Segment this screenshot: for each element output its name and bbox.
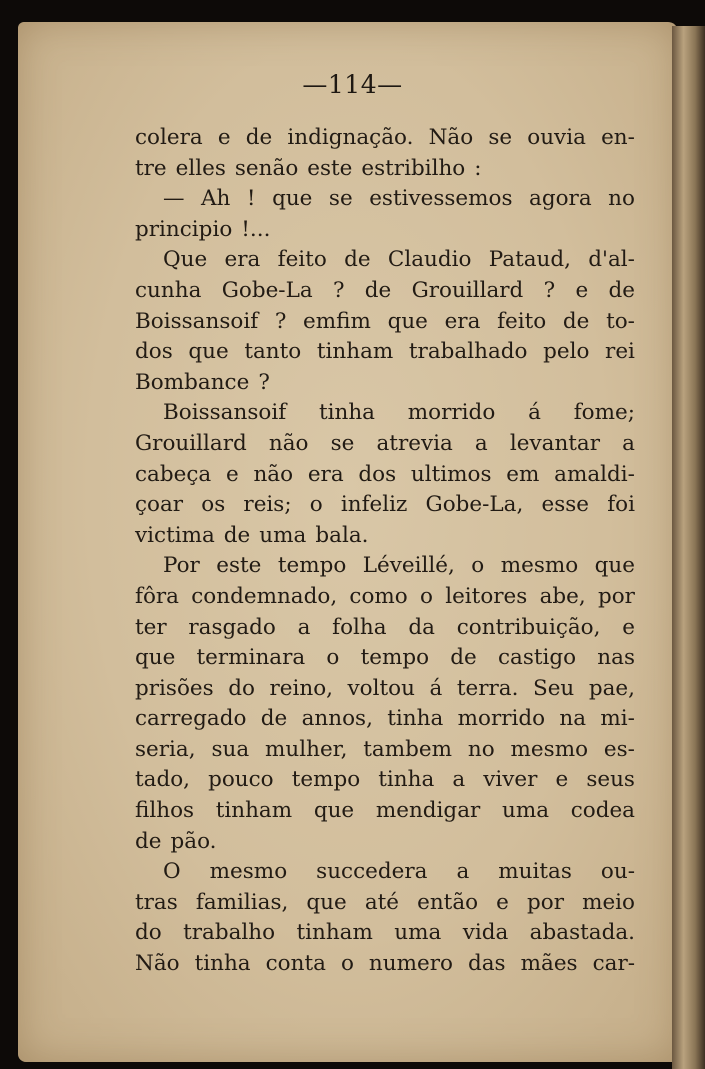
text-line: que terminara o tempo de castigo nas	[135, 645, 635, 671]
text-line: O mesmo succedera a muitas ou-	[163, 859, 635, 885]
text-line: tre elles senão este estribilho :	[135, 155, 482, 181]
book-spine-edge	[672, 26, 705, 1069]
text-line: ter rasgado a folha da contribuição, e	[135, 614, 635, 640]
text-line: dos que tanto tinham trabalhado pelo rei	[135, 339, 635, 365]
text-line: prisões do reino, voltou á terra. Seu pae,	[135, 675, 635, 701]
text-line: Por este tempo Léveillé, o mesmo que	[163, 553, 635, 579]
text-line: cunha Gobe-La ? de Grouillard ? e de	[135, 277, 635, 303]
text-line: Boissansoif ? emfim que era feito de to-	[135, 308, 635, 334]
text-line: tado, pouco tempo tinha a viver e seus	[135, 767, 635, 793]
body-text	[135, 123, 635, 980]
text-line: Bombance ?	[135, 369, 270, 395]
text-line: tras familias, que até então e por meio	[135, 889, 635, 915]
text-line: filhos tinham que mendigar uma codea	[135, 798, 635, 824]
text-line: fôra condemnado, como o leitores abe, por	[135, 583, 635, 609]
page-number: —114—	[302, 70, 403, 99]
text-line: carregado de annos, tinha morrido na mi-	[135, 706, 635, 732]
text-line: Boissansoif tinha morrido á fome;	[163, 400, 635, 426]
text-line: Grouillard não se atrevia a levantar a	[135, 430, 635, 456]
text-line: cabeça e não era dos ultimos em amaldi-	[135, 461, 635, 487]
text-line: çoar os reis; o infeliz Gobe-La, esse foi	[135, 492, 635, 518]
text-line: Não tinha conta o numero das mães car-	[135, 951, 635, 977]
text-line: principio !...	[135, 216, 271, 242]
text-line: victima de uma bala.	[135, 522, 369, 548]
text-line: Que era feito de Claudio Pataud, d'al-	[163, 247, 635, 273]
text-line: — Ah ! que se estivessemos agora no	[163, 186, 635, 212]
text-line: do trabalho tinham uma vida abastada.	[135, 920, 635, 946]
text-line: de pão.	[135, 828, 217, 854]
text-line: colera e de indignação. Não se ouvia en-	[135, 125, 635, 150]
text-line: seria, sua mulher, tambem no mesmo es-	[135, 736, 635, 762]
